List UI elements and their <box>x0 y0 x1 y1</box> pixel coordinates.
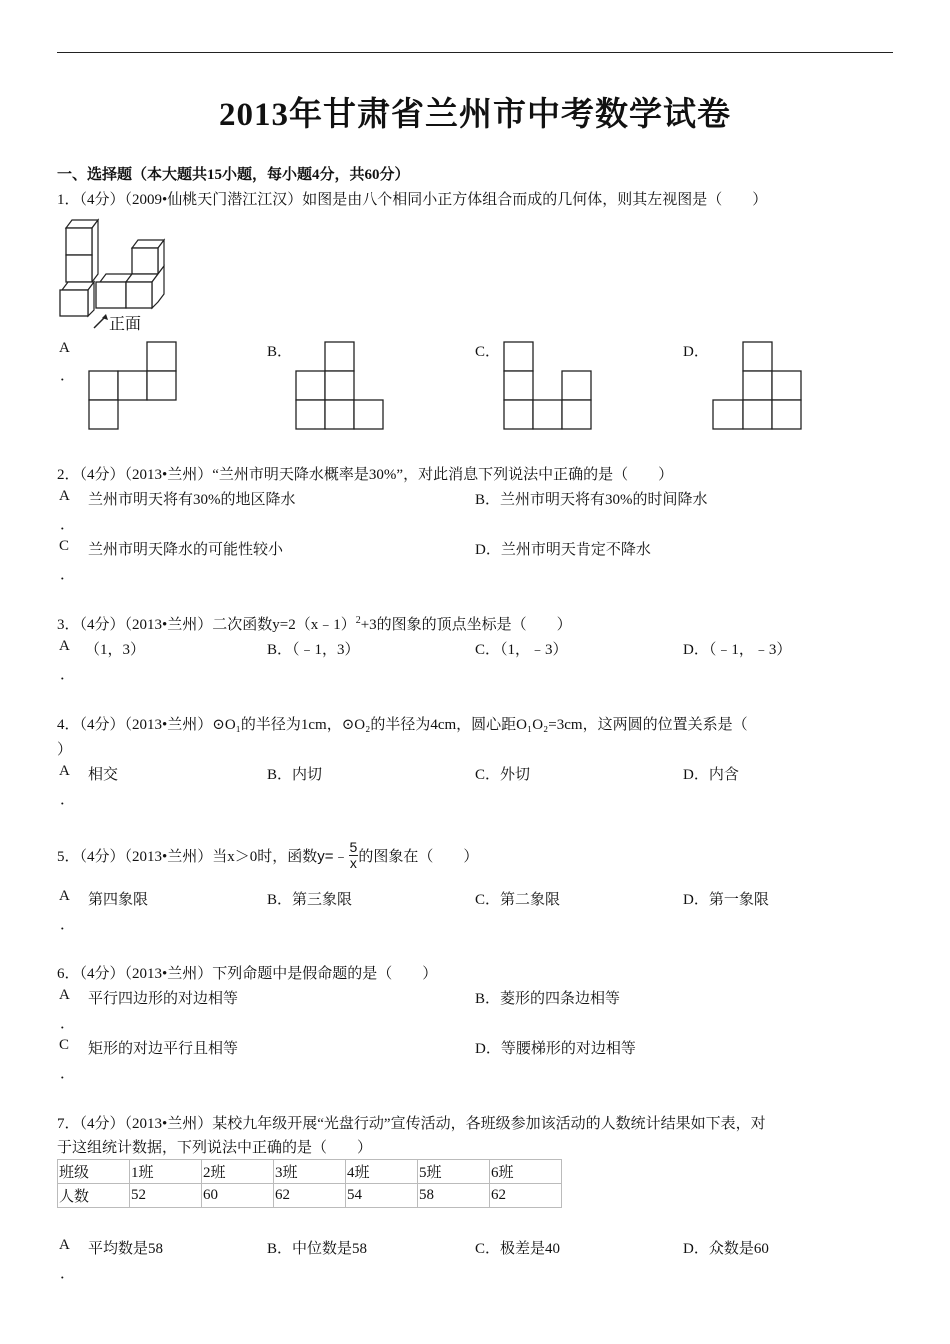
table-cell: 58 <box>418 1184 490 1208</box>
q1-figure-label: 正面 <box>109 316 142 333</box>
page-title: 2013年甘肃省兰州市中考数学试卷 <box>219 97 731 133</box>
q3-option-c[interactable]: C．（1，﹣3） <box>475 642 568 658</box>
table-cell: 班级 <box>58 1160 130 1184</box>
q4-option-c[interactable]: C．外切 <box>475 767 531 783</box>
q1-stem: 1．（4分）（2009•仙桃天门潜江江汉）如图是由八个相同小正方体组合而成的几何体，则其左视图是（ ） <box>57 192 768 208</box>
q7-option-a[interactable]: 平均数是58 <box>88 1241 164 1257</box>
q4-option-b[interactable]: B．内切 <box>267 767 323 783</box>
q1-option-a-figure[interactable] <box>88 341 178 431</box>
q7-stem-line2: 于这组统计数据，下列说法中正确的是（ ） <box>57 1140 373 1156</box>
q5-frac-num: 5 <box>349 839 358 855</box>
q3-option-d[interactable]: D．（﹣1，﹣3） <box>683 642 792 658</box>
q5-fraction <box>349 840 359 871</box>
q3-stem-sup: 2 <box>355 615 361 626</box>
q5-option-c[interactable]: C．第二象限 <box>475 892 561 908</box>
q3-option-a[interactable]: （1，3） <box>85 642 146 658</box>
q5-frac-den: x <box>349 855 357 871</box>
q2-option-c[interactable]: 兰州市明天降水的可能性较小 <box>88 542 284 558</box>
q1-option-b-letter: B． <box>267 344 293 360</box>
q3-stem-pre: 3．（4分）（2013•兰州）二次函数y=2（x﹣1） <box>57 617 356 633</box>
q3-stem-post: +3的图象的顶点坐标是（ ） <box>360 617 572 633</box>
q2-option-a[interactable]: 兰州市明天将有30%的地区降水 <box>88 492 296 508</box>
table-cell: 5班 <box>418 1160 490 1184</box>
q3-stem <box>57 613 572 634</box>
q2-option-a-letter: A <box>59 488 70 504</box>
q5-stem-pre: 5．（4分）（2013•兰州）当x＞0时，函数 <box>57 849 318 865</box>
q5-stem-post: 的图象在（ ） <box>358 849 479 865</box>
table-cell: 62 <box>490 1184 562 1208</box>
table-cell: 62 <box>274 1184 346 1208</box>
q2-option-a-dot: ． <box>60 517 76 533</box>
q4-option-a-dot: ． <box>60 792 76 808</box>
table-row <box>58 1184 562 1208</box>
q2-option-c-dot: ． <box>60 567 76 583</box>
table-cell: 4班 <box>346 1160 418 1184</box>
q7-option-c[interactable]: C．极差是40 <box>475 1241 561 1257</box>
q3-option-b[interactable]: B．（﹣1，3） <box>267 642 360 658</box>
q5-option-a-letter: A <box>59 888 70 904</box>
table-cell: 6班 <box>490 1160 562 1184</box>
q2-option-c-letter: C <box>59 538 70 554</box>
q1-option-b-figure[interactable] <box>295 341 385 431</box>
q6-option-c-letter: C <box>59 1037 70 1053</box>
q1-option-a-letter: A <box>59 340 70 356</box>
q7-option-d[interactable]: D．众数是60 <box>683 1241 769 1257</box>
q6-option-d[interactable]: D．等腰梯形的对边相等 <box>475 1041 636 1057</box>
q4-option-a-letter: A <box>59 763 70 779</box>
table-cell: 人数 <box>58 1184 130 1208</box>
table-cell: 60 <box>202 1184 274 1208</box>
section-heading: 一、选择题（本大题共15小题，每小题4分，共60分） <box>57 167 410 183</box>
q3-option-a-dot: ． <box>60 667 76 683</box>
q7-option-a-letter: A <box>59 1237 70 1253</box>
q5-stem <box>57 840 478 871</box>
q5-option-d[interactable]: D．第一象限 <box>683 892 769 908</box>
table-cell: 52 <box>130 1184 202 1208</box>
q7-option-a-dot: ． <box>60 1266 76 1282</box>
q6-option-a[interactable]: 平行四边形的对边相等 <box>88 991 239 1007</box>
table-cell: 1班 <box>130 1160 202 1184</box>
q1-option-a-dot: ． <box>60 368 76 384</box>
q2-stem: 2．（4分）（2013•兰州）“兰州市明天降水概率是30%”，对此消息下列说法中正确的是（ ） <box>57 467 674 483</box>
q5-option-a-dot: ． <box>60 917 76 933</box>
q5-option-a[interactable]: 第四象限 <box>88 892 149 908</box>
q1-option-d-figure[interactable] <box>712 341 804 431</box>
q6-option-b[interactable]: B．菱形的四条边相等 <box>475 991 621 1007</box>
table-cell: 2班 <box>202 1160 274 1184</box>
q4-option-a[interactable]: 相交 <box>88 767 119 783</box>
q4-option-d[interactable]: D．内含 <box>683 767 739 783</box>
q5-option-b[interactable]: B．第三象限 <box>267 892 353 908</box>
q1-option-c-figure[interactable] <box>503 341 593 431</box>
q7-option-b[interactable]: B．中位数是58 <box>267 1241 368 1257</box>
q5-func: y=﹣ <box>317 848 349 865</box>
q1-option-c-letter: C． <box>475 344 501 360</box>
q6-option-c[interactable]: 矩形的对边平行且相等 <box>88 1041 239 1057</box>
q4-stem: 4．（4分）（2013•兰州）⊙O₁的半径为1cm，⊙O₂的半径为4cm，圆心距O₁O₂=3cm，这两圆的位置关系是（ <box>57 717 748 733</box>
q2-option-d[interactable]: D．兰州市明天肯定不降水 <box>475 542 651 558</box>
q6-option-a-dot: ． <box>60 1016 76 1032</box>
q3-option-a-letter: A <box>59 638 70 654</box>
table-cell: 54 <box>346 1184 418 1208</box>
q7-stem-line1: 7．（4分）（2013•兰州）某校九年级开展“光盘行动”宣传活动，各班级参加该活动的人数统计结果如下表，对 <box>57 1116 766 1132</box>
q6-stem: 6．（4分）（2013•兰州）下列命题中是假命题的是（ ） <box>57 966 438 982</box>
header-rule <box>57 52 893 53</box>
q6-option-a-letter: A <box>59 987 70 1003</box>
q1-option-d-letter: D． <box>683 344 709 360</box>
q6-option-c-dot: ． <box>60 1066 76 1082</box>
q4-stem-cont: ） <box>57 742 73 758</box>
table-row <box>58 1160 562 1184</box>
table-cell: 3班 <box>274 1160 346 1184</box>
q2-option-b[interactable]: B．兰州市明天将有30%的时间降水 <box>475 492 708 508</box>
q7-stats-table <box>57 1159 562 1208</box>
